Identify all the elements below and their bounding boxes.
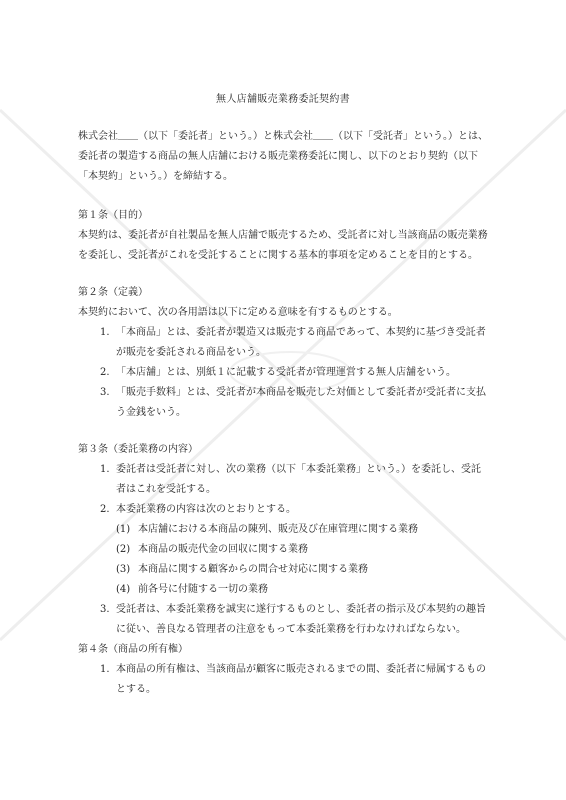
item-text: 本商品の所有権は、当該商品が顧客に販売されるまでの間、委託者に帰属するものとする。 [116,664,486,695]
sub-list-item [116,580,488,600]
item-text: 「本店舗」とは、別紙１に記載する受託者が管理運営する無人店舗をいう。 [116,367,456,378]
sub-list-item [116,520,488,540]
item-number: 1. [100,327,110,338]
list-item [78,660,488,700]
item-text: 本委託業務の内容は次のとおりとする。 [116,504,296,515]
article-heading: 第１条（目的） [78,210,148,221]
item-text: 委託者は受託者に対し、次の業務（以下「本委託業務」という。）を委託し、受託者はこれを受託する。 [116,464,481,495]
list-item [78,460,488,500]
article-heading: 第３条（委託業務の内容） [78,444,198,455]
sub-item-number: (2) [116,544,131,555]
list-item [78,383,488,423]
sub-list [116,520,488,600]
item-number: 3. [100,604,110,615]
ownership-list [78,660,488,700]
list-item [78,363,488,383]
item-text: 「販売手数料」とは、受託者が本商品を販売した対価として委託者が受託者に支払う金銭をいう。 [116,387,486,418]
sub-item-text: 前各号に付随する一切の業務 [138,584,268,595]
sub-list-item [116,560,488,580]
article-body: 本契約において、次の各用語は以下に定める意味を有するものとする。 [78,307,398,318]
document-title: 無人店舗販売業務委託契約書 [216,94,350,105]
article-body: 本契約は、委託者が自社製品を無人店舗で販売するため、受託者に対し当該商品の販売業務を委託し、受託者がこれを受託することに関する基本的事項を定めることを目的とする。 [78,230,488,261]
article-heading: 第２条（定義） [78,287,148,298]
article-1 [78,206,488,266]
sub-item-number: (4) [116,584,131,595]
item-number: 3. [100,387,110,398]
list-item [78,500,488,600]
article-3 [78,440,488,640]
article-2 [78,283,488,423]
article-heading: 第４条（商品の所有権） [78,644,188,655]
item-number: 1. [100,464,110,475]
intro-paragraph: 株式会社＿＿（以下「委託者」という。）と株式会社＿＿（以下「受託者」という。）とは、委託者の製造する商品の無人店舗における販売業務委託に関し、以下のとおり契約（以下「本契約」という。）を締結する。 [78,131,488,182]
item-text: 「本商品」とは、委託者が製造又は販売する商品であって、本契約に基づき受託者が販売を委託される商品をいう。 [116,327,486,358]
sub-item-number: (1) [116,524,131,535]
sub-item-text: 本店舗における本商品の陳列、販売及び在庫管理に関する業務 [138,524,418,535]
item-number: 1. [100,664,110,675]
sub-item-text: 本商品に関する顧客からの問合せ対応に関する業務 [138,564,368,575]
scope-list [78,460,488,640]
item-number: 2. [100,367,110,378]
sub-list-item [116,540,488,560]
contract-document [78,90,488,700]
item-number: 2. [100,504,110,515]
item-text: 受託者は、本委託業務を誠実に遂行するものとし、委託者の指示及び本契約の趣旨に従い、善良なる管理者の注意をもって本委託業務を行わなければならない。 [116,604,486,635]
list-item [78,600,488,640]
list-item [78,323,488,363]
sub-item-text: 本商品の販売代金の回収に関する業務 [138,544,308,555]
definition-list [78,323,488,423]
article-4 [78,640,488,700]
sub-item-number: (3) [116,564,131,575]
